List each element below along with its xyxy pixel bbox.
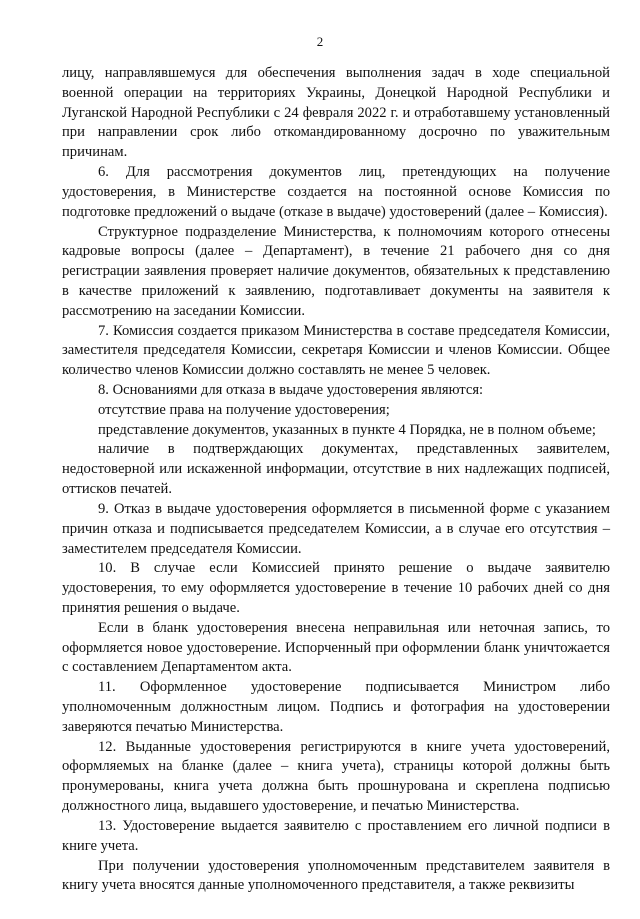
document-body	[62, 64, 610, 896]
paragraph-ground-incomplete: представление документов, указанных в пункте 4 Порядка, не в полном объеме;	[98, 421, 596, 438]
paragraph-6-commission: 6. Для рассмотрения документов лиц, претендующих на получение удостоверения, в Министерстве создается на постоянной основе Комиссия по подготовке предложений о выдаче (отказе в выдаче) удостоверений (далее – Комиссия).	[62, 164, 610, 220]
paragraph-representative: При получении удостоверения уполномоченным представителем заявителя в книгу учета вносятся данные уполномоченного представителя, а также реквизиты	[62, 857, 610, 894]
paragraph-ground-false-info: наличие в подтверждающих документах, представленных заявителем, недостоверной или искаженной информации, отсутствие в них надлежащих подписей, оттисков печатей.	[62, 441, 610, 498]
paragraph-7-composition: 7. Комиссия создается приказом Министерства в составе председателя Комиссии, заместителя председателя Комиссии, секретаря Комиссии и членов Комиссии. Общее количество членов Комиссии должно составлять не менее 5 человек.	[62, 322, 610, 379]
paragraph-9-refusal: 9. Отказ в выдаче удостоверения оформляется в письменной форме с указанием причин отказа и подписывается председателем Комиссии, а в случае его отсутствия – заместителем председателя Комиссии.	[62, 500, 610, 557]
paragraph-11-signing: 11. Оформленное удостоверение подписывается Министром либо уполномоченным должностным лицом. Подпись и фотография на удостоверении заверяются печатью Министерства.	[62, 679, 610, 735]
paragraph-8-grounds: 8. Основаниями для отказа в выдаче удостоверения являются:	[98, 382, 484, 398]
page-number: 2	[316, 34, 324, 49]
paragraph-12-registration: 12. Выданные удостоверения регистрируются в книге учета удостоверений, оформляемых на бланке (далее – книга учета), страницы которой должны быть пронумерованы, книга учета должна быть прошнурована и скреплена подписью должностного лица, выдавшего удостоверение, и печатью Министерства.	[62, 738, 610, 815]
paragraph-incorrect-entry: Если в бланк удостоверения внесена неправильная или неточная запись, то оформляется новое удостоверение. Испорченный при оформлении бланк уничтожается с составлением Департаментом акта.	[62, 619, 610, 676]
paragraph-ground-no-right: отсутствие права на получение удостоверения;	[98, 401, 390, 418]
paragraph-intro-continuation: лицу, направлявшемуся для обеспечения выполнения задач в ходе специальной военной операции на территориях Украины, Донецкой Народной Республики и Луганской Народной Республики с 24 февраля 2022 г. и отработавшему установленный при направлении срок либо откомандированному досрочно по уважительным причинам.	[62, 65, 610, 161]
paragraph-13-issuance: 13. Удостоверение выдается заявителю с проставлением его личной подписи в книге учета.	[62, 817, 610, 854]
paragraph-department: Структурное подразделение Министерства, к полномочиям которого отнесены кадровые вопросы (далее – Департамент), в течение 21 рабочего дня со дня регистрации заявления проверяет наличие документов, обязательных к представлению в качестве приложений к заявлению, подготавливает документы на заявителя к рассмотрению на заседании Комиссии.	[62, 223, 610, 319]
paragraph-10-issue: 10. В случае если Комиссией принято решение о выдаче заявителю удостоверения, то ему оформляется удостоверение в течение 10 рабочих дней со дня принятия решения о выдаче.	[62, 560, 610, 616]
